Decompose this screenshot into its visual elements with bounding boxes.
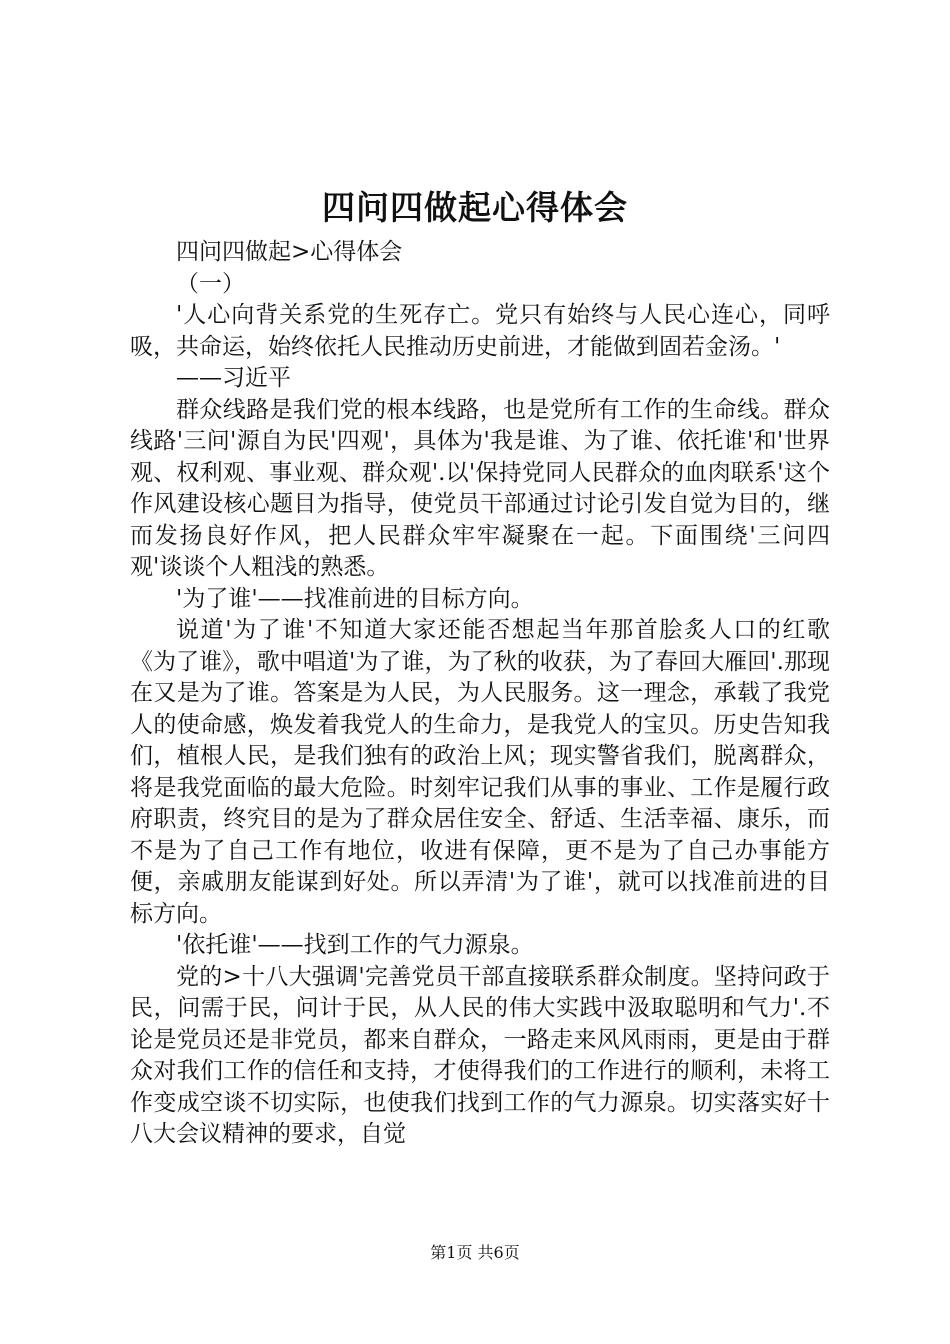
paragraph-body: 群众线路是我们党的根本线路，也是党所有工作的生命线。群众线路'三问'源自为民'四观'，具体为'我是谁、为了谁、依托谁'和'世界观、权利观、事业观、群众观'.以'保持党同人民群众的血肉联系'这个作风建设核心题目为指导，使党员干部通过讨论引发自觉为目的，继而发扬良好作风，把人民群众牢牢凝聚在一起。下面围绕'三问四观'谈谈个人粗浅的熟悉。 [130, 396, 830, 580]
page-number-footer: 第1页 共6页 [430, 1243, 520, 1262]
paragraph-body: 党的>十八大强调'完善党员干部直接联系群众制度。坚持问政于民，问需于民，问计于民，从人民的伟大实践中汲取聪明和气力'.不论是党员还是非党员，都来自群众，一路走来风风雨雨，更是由于群众对我们工作的信任和支持，才使得我们的工作进行的顺利，未将工作变成空谈不切实际，也使我们找到工作的气力源泉。切实落实好十八大会议精神的要求，自觉 [130, 963, 830, 1147]
paragraph-body: 说道'为了谁'不知道大家还能否想起当年那首脍炙人口的红歌《为了谁》，歌中唱道'为了谁，为了秋的收获，为了春回大雁回'.那现在又是为了谁。答案是为人民，为人民服务。这一理念，承载了我党人的使命感，焕发着我党人的生命力，是我党人的宝贝。历史告知我们，植根人民，是我们独有的政治上风；现实警省我们，脱离群众，将是我党面临的最大危险。时刻牢记我们从事的事业、工作是履行政府职责，终究目的是为了群众居住安全、舒适、生活幸福、康乐，而不是为了自己工作有地位，收进有保障，更不是为了自己办事能方便，亲戚朋友能谋到好处。所以弄清'为了谁'，就可以找准前进的目标方向。 [130, 617, 830, 927]
document-body [130, 237, 830, 1151]
paragraph-quote: '人心向背关系党的生死存亡。党只有始终与人民心连心，同呼吸，共命运，始终依托人民推动历史前进，才能做到固若金汤。' [130, 302, 830, 360]
paragraph-subtitle: 四问四做起>心得体会 [176, 239, 403, 265]
paragraph-heading: '依托谁'——找到工作的气力源泉。 [176, 932, 534, 958]
paragraph-quote-attribution: ——习近平 [176, 365, 291, 391]
paragraph-section-number: （一） [176, 270, 245, 297]
document-title: 四问四做起心得体会 [322, 188, 628, 227]
paragraph-heading: '为了谁'——找准前进的目标方向。 [176, 585, 534, 612]
